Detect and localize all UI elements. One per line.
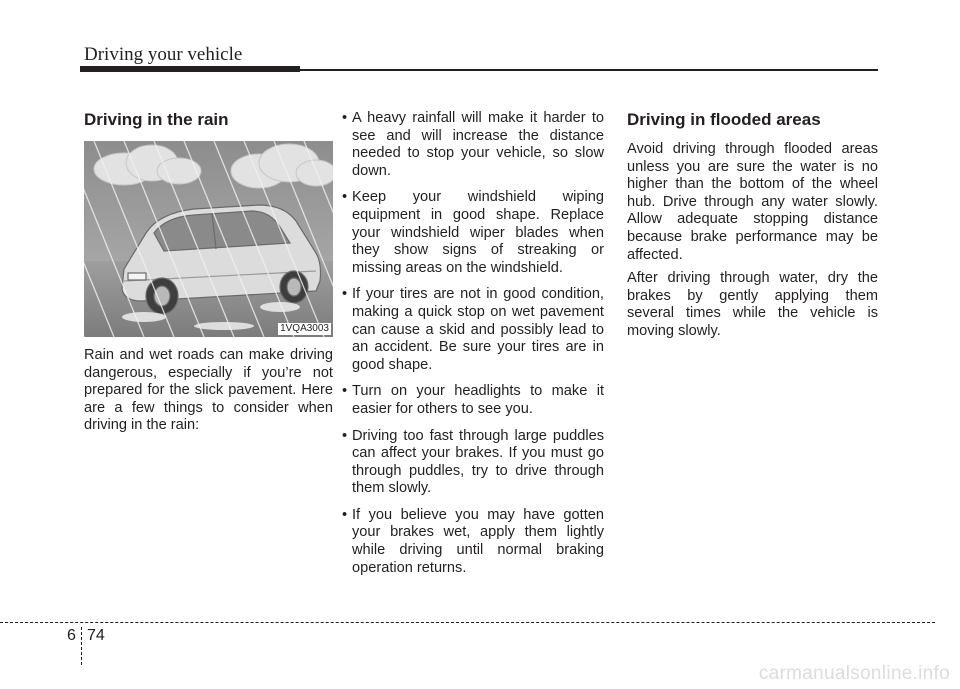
rain-tips-list	[340, 110, 604, 577]
rain-heading: Driving in the rain	[84, 110, 229, 129]
footer-dashed-rule	[0, 622, 935, 623]
header-rule-thick	[80, 66, 300, 72]
flood-paragraph: After driving through water, dry the brakes by gently applying them several times while the vehicle is moving slowly.	[627, 270, 878, 339]
figure-code: 1VQA3003	[280, 323, 329, 334]
watermark: carmanualsonline.info	[758, 663, 950, 684]
column-1	[84, 110, 333, 441]
list-item: • Keep your windshield wiping equipment in good shape. Replace your windshield wiper blades when they show signs of streaking or missing areas on the windshield.	[340, 189, 604, 277]
list-item: • If your tires are not in good condition, making a quick stop on wet pavement can cause a skid and possibly lead to an accident. Be sure your tires are in good shape.	[340, 286, 604, 374]
car-in-rain-image	[84, 141, 333, 337]
footer-divider	[81, 627, 82, 665]
flood-heading: Driving in flooded areas	[627, 110, 821, 129]
column-3	[627, 110, 878, 347]
chapter-number: 6	[67, 627, 76, 644]
list-item: • If you believe you may have gotten your brakes wet, apply them lightly while driving until normal braking operation returns.	[340, 507, 604, 577]
rain-car-illustration	[84, 141, 333, 337]
list-item: • Turn on your headlights to make it easier for others to see you.	[340, 383, 604, 418]
page-number: 74	[87, 627, 105, 644]
list-item: • A heavy rainfall will make it harder to see and will increase the distance needed to stop your vehicle, so slow down.	[340, 110, 604, 180]
list-item: • Driving too fast through large puddles can affect your brakes. If you must go through puddles, try to drive through them slowly.	[340, 428, 604, 498]
flood-paragraph: Avoid driving through flooded areas unless you are sure the water is no higher than the bottom of the wheel hub. Drive through any water slowly. Allow adequate stopping distance because brake performance may be affected.	[627, 141, 878, 263]
rain-intro: Rain and wet roads can make driving dangerous, especially if you’re not prepared for the slick pavement. Here are a few things to consider when driving in the rain:	[84, 347, 333, 434]
section-title: Driving your vehicle	[84, 44, 243, 65]
header-rule-thin	[300, 69, 878, 71]
column-2	[340, 110, 604, 586]
